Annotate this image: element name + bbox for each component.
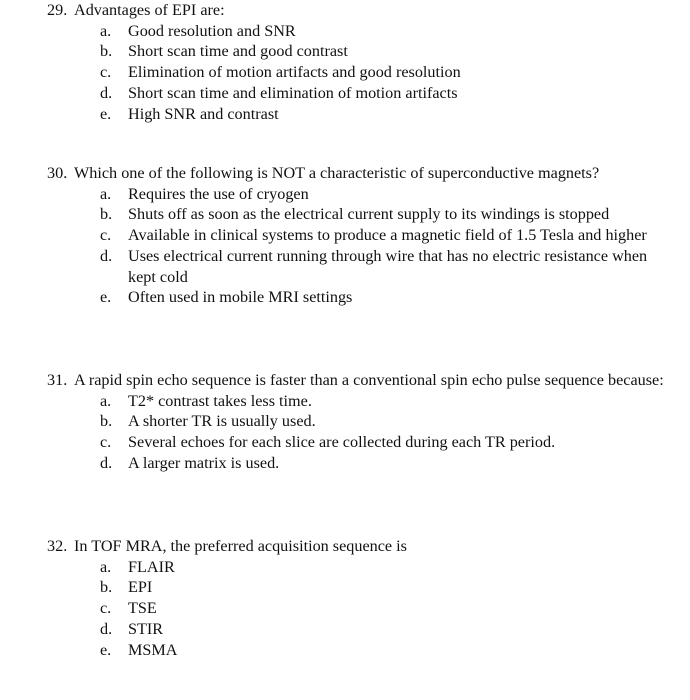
option-letter: c. bbox=[100, 226, 112, 245]
answer-option-d bbox=[47, 453, 672, 474]
answer-option-c bbox=[47, 432, 672, 453]
option-letter: b. bbox=[100, 42, 113, 61]
answer-option-d bbox=[47, 246, 672, 287]
option-text: EPI bbox=[128, 578, 153, 597]
option-text: Available in clinical systems to produce a magnetic field of 1.5 Tesla and higher bbox=[128, 226, 647, 245]
question-number: 29. bbox=[47, 1, 68, 19]
answer-option-e bbox=[47, 287, 672, 308]
question-number: 30. bbox=[47, 164, 68, 182]
question-31 bbox=[47, 370, 672, 474]
option-letter: b. bbox=[100, 412, 113, 431]
question-text: In TOF MRA, the preferred acquisition sequence is bbox=[74, 537, 407, 555]
question-text: A rapid spin echo sequence is faster than a conventional spin echo pulse sequence because: bbox=[74, 371, 664, 389]
option-text: Elimination of motion artifacts and good resolution bbox=[128, 63, 461, 82]
question-number: 31. bbox=[47, 371, 68, 389]
option-text: Uses electrical current running through wire that has no electric resistance when kept cold bbox=[128, 246, 648, 286]
option-text: A larger matrix is used. bbox=[128, 453, 280, 472]
question-stem bbox=[47, 163, 672, 184]
option-letter: c. bbox=[100, 63, 112, 82]
option-text: A shorter TR is usually used. bbox=[128, 412, 316, 431]
option-letter: e. bbox=[100, 640, 112, 659]
answer-option-a bbox=[47, 391, 672, 412]
option-letter: a. bbox=[100, 21, 112, 40]
option-letter: a. bbox=[100, 184, 112, 203]
answer-options bbox=[47, 184, 672, 308]
option-text: Shuts off as soon as the electrical current supply to its windings is stopped bbox=[128, 205, 610, 224]
answer-option-c bbox=[47, 62, 672, 83]
answer-option-b bbox=[47, 411, 672, 432]
option-letter: d. bbox=[100, 246, 113, 265]
answer-option-e bbox=[47, 640, 672, 661]
answer-option-a bbox=[47, 557, 672, 578]
answer-option-d bbox=[47, 83, 672, 104]
option-letter: a. bbox=[100, 557, 112, 576]
option-text: FLAIR bbox=[128, 557, 175, 576]
answer-option-e bbox=[47, 104, 672, 125]
answer-options bbox=[47, 391, 672, 474]
option-letter: b. bbox=[100, 205, 113, 224]
option-letter: d. bbox=[100, 619, 113, 638]
answer-option-c bbox=[47, 598, 672, 619]
option-text: TSE bbox=[128, 599, 157, 618]
answer-option-a bbox=[47, 184, 672, 205]
option-text: Often used in mobile MRI settings bbox=[128, 288, 353, 307]
option-letter: e. bbox=[100, 288, 112, 307]
option-letter: a. bbox=[100, 391, 112, 410]
answer-option-b bbox=[47, 41, 672, 62]
question-29 bbox=[47, 0, 672, 124]
question-32 bbox=[47, 536, 672, 660]
question-number: 32. bbox=[47, 537, 68, 555]
option-text: Several echoes for each slice are collected during each TR period. bbox=[128, 433, 556, 452]
question-text: Which one of the following is NOT a characteristic of superconductive magnets? bbox=[74, 164, 600, 182]
question-text: Advantages of EPI are: bbox=[74, 1, 225, 19]
option-text: T2* contrast takes less time. bbox=[128, 391, 312, 410]
option-text: High SNR and contrast bbox=[128, 104, 279, 123]
answer-option-b bbox=[47, 204, 672, 225]
option-letter: d. bbox=[100, 453, 113, 472]
option-letter: e. bbox=[100, 104, 112, 123]
answer-options bbox=[47, 557, 672, 661]
option-letter: d. bbox=[100, 83, 113, 102]
question-30 bbox=[47, 163, 672, 308]
option-text: Short scan time and good contrast bbox=[128, 42, 348, 61]
answer-option-a bbox=[47, 21, 672, 42]
question-stem bbox=[47, 536, 672, 557]
answer-option-d bbox=[47, 619, 672, 640]
option-letter: c. bbox=[100, 599, 112, 618]
option-text: STIR bbox=[128, 619, 164, 638]
option-letter: b. bbox=[100, 578, 113, 597]
question-stem bbox=[47, 0, 672, 21]
option-text: Good resolution and SNR bbox=[128, 21, 296, 40]
option-text: Short scan time and elimination of motion artifacts bbox=[128, 83, 458, 102]
answer-option-c bbox=[47, 225, 672, 246]
answer-options bbox=[47, 21, 672, 125]
option-letter: c. bbox=[100, 433, 112, 452]
option-text: Requires the use of cryogen bbox=[128, 184, 309, 203]
question-stem bbox=[47, 370, 672, 391]
option-text: MSMA bbox=[128, 640, 178, 659]
answer-option-b bbox=[47, 577, 672, 598]
